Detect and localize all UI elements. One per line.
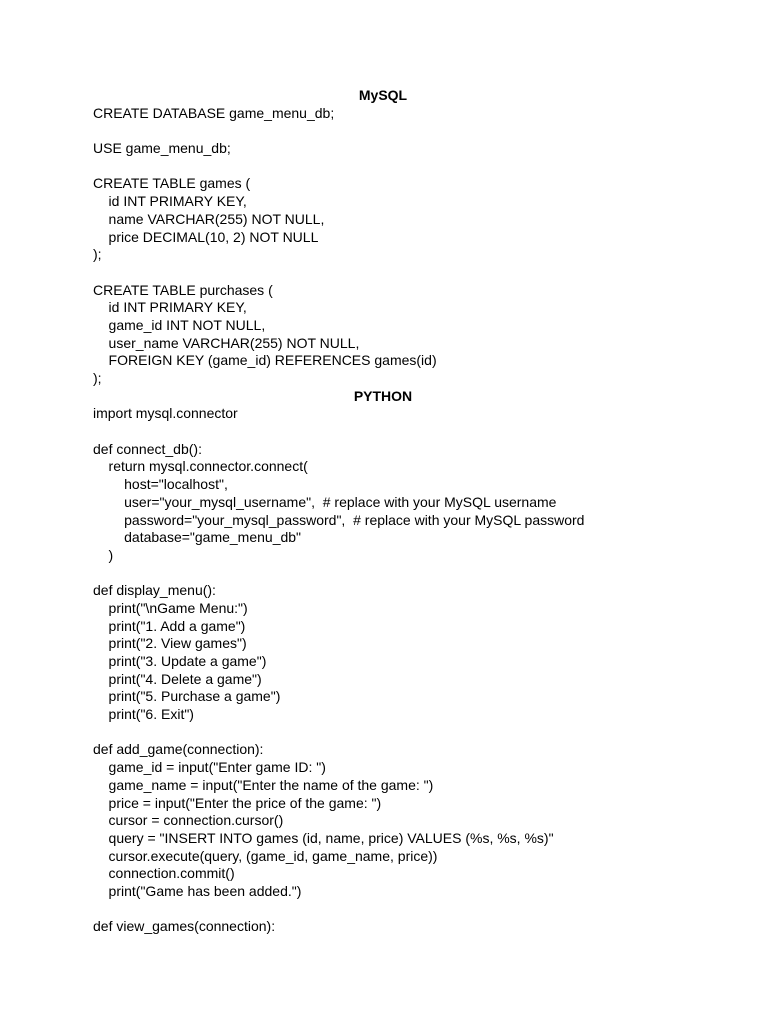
code-line: print("6. Exit") bbox=[93, 706, 194, 723]
code-line: name VARCHAR(255) NOT NULL, bbox=[93, 210, 325, 227]
code-line: print("4. Delete a game") bbox=[93, 670, 262, 687]
code-line: connection.commit() bbox=[93, 865, 235, 882]
code-line: price = input("Enter the price of the game: ") bbox=[93, 794, 382, 811]
code-line: CREATE TABLE games ( bbox=[93, 175, 251, 192]
code-line: ) bbox=[93, 546, 114, 563]
blank-line bbox=[93, 264, 673, 282]
code-line: cursor.execute(query, (game_id, game_name, price)) bbox=[93, 847, 438, 864]
code-line: CREATE TABLE purchases ( bbox=[93, 281, 273, 298]
document-content bbox=[93, 87, 673, 936]
code-line: cursor = connection.cursor() bbox=[93, 812, 284, 829]
code-line: print("1. Add a game") bbox=[93, 617, 246, 634]
blank-line bbox=[93, 122, 673, 140]
blank-line bbox=[93, 901, 673, 919]
code-line: def display_menu(): bbox=[93, 582, 216, 599]
code-line: price DECIMAL(10, 2) NOT NULL bbox=[93, 228, 319, 245]
code-line: ); bbox=[93, 370, 102, 387]
section-heading: MySQL bbox=[358, 87, 408, 103]
code-line: USE game_menu_db; bbox=[93, 140, 231, 157]
code-line: game_id INT NOT NULL, bbox=[93, 316, 266, 333]
code-line: import mysql.connector bbox=[93, 405, 238, 422]
section-heading: PYTHON bbox=[353, 387, 413, 404]
code-line: user_name VARCHAR(255) NOT NULL, bbox=[93, 334, 360, 351]
code-line: CREATE DATABASE game_menu_db; bbox=[93, 104, 335, 121]
code-line: host="localhost", bbox=[93, 476, 228, 493]
blank-line bbox=[93, 158, 673, 176]
code-line: print("3. Update a game") bbox=[93, 653, 267, 670]
code-line: password="your_mysql_password", # replace with your MySQL password bbox=[93, 511, 585, 528]
code-line: print("Game has been added.") bbox=[93, 882, 302, 899]
code-line: def add_game(connection): bbox=[93, 741, 264, 758]
code-line: user="your_mysql_username", # replace with your MySQL username bbox=[93, 493, 557, 510]
code-line: id INT PRIMARY KEY, bbox=[93, 299, 247, 316]
code-line: id INT PRIMARY KEY, bbox=[93, 193, 247, 210]
code-line: def view_games(connection): bbox=[93, 918, 276, 935]
code-line: database="game_menu_db" bbox=[93, 529, 302, 546]
code-line: def connect_db(): bbox=[93, 440, 202, 457]
code-line: print("5. Purchase a game") bbox=[93, 688, 281, 705]
code-line: FOREIGN KEY (game_id) REFERENCES games(id) bbox=[93, 352, 437, 369]
code-line: print("2. View games") bbox=[93, 635, 247, 652]
blank-line bbox=[93, 724, 673, 742]
blank-line bbox=[93, 565, 673, 583]
code-line: return mysql.connector.connect( bbox=[93, 458, 308, 475]
code-line: game_id = input("Enter game ID: ") bbox=[93, 759, 326, 776]
code-line: print("\nGame Menu:") bbox=[93, 599, 248, 616]
blank-line bbox=[93, 423, 673, 441]
code-line: ); bbox=[93, 246, 102, 263]
code-line: query = "INSERT INTO games (id, name, price) VALUES (%s, %s, %s)" bbox=[93, 829, 554, 846]
code-line: game_name = input("Enter the name of the game: ") bbox=[93, 776, 434, 793]
